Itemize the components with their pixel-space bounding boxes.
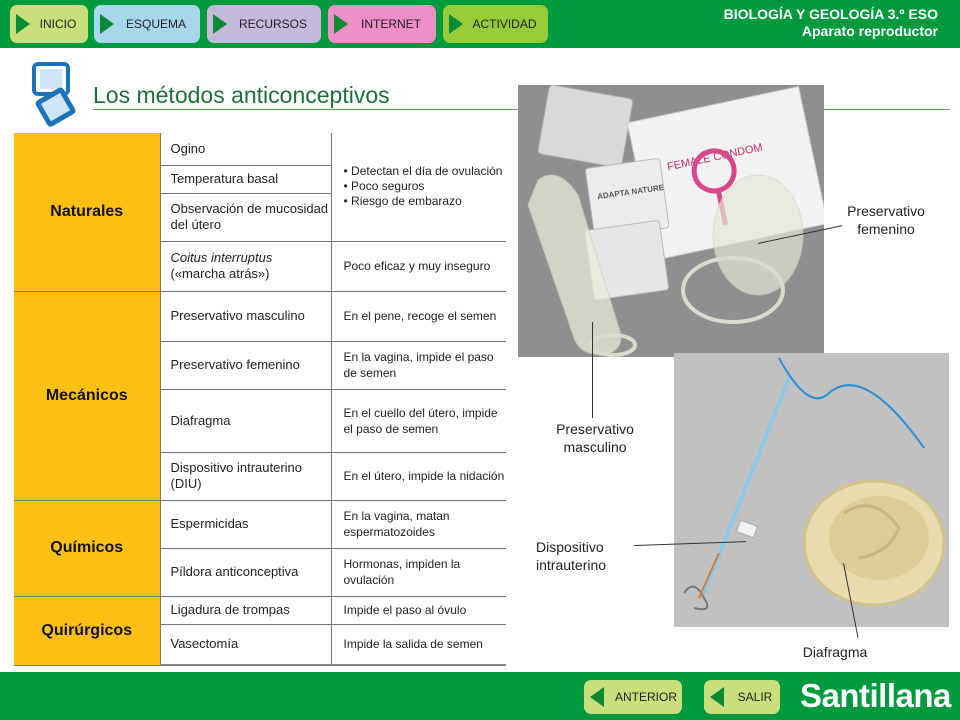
description-cell: Impide el paso al óvulo bbox=[331, 596, 506, 624]
button-label: ANTERIOR bbox=[614, 690, 677, 704]
book-heading bbox=[724, 6, 938, 40]
book-title: BIOLOGÍA Y GEOLOGÍA 3.º ESO bbox=[723, 6, 938, 22]
category-mecanicos: Mecánicos bbox=[14, 291, 160, 500]
description-cell: En el útero, impide la nidación bbox=[331, 452, 506, 500]
play-icon bbox=[213, 14, 227, 34]
method-cell: Preservativo masculino bbox=[160, 291, 331, 341]
bullet-text: Riesgo de embarazo bbox=[351, 194, 462, 209]
label-diaphragm: Diafragma bbox=[802, 644, 868, 660]
packet-text: ADAPTA NATURE bbox=[596, 182, 665, 202]
label-iud: Dispositivo intrauterino bbox=[536, 539, 607, 573]
nav-label: INTERNET bbox=[361, 17, 421, 31]
page-title: Los métodos anticonceptivos bbox=[93, 82, 390, 108]
method-cell bbox=[160, 241, 331, 291]
category-quirurgicos: Quirúrgicos bbox=[14, 596, 160, 665]
salir-button[interactable] bbox=[704, 680, 780, 714]
label-male-condom: Preservativo masculino bbox=[556, 421, 634, 455]
description-cell: En la vagina, impide el paso de semen bbox=[331, 341, 506, 389]
description-cell: En el pene, recoge el semen bbox=[331, 291, 506, 341]
description-cell: Impide la salida de semen bbox=[331, 624, 506, 665]
nav-label: ACTIVIDAD bbox=[472, 17, 537, 31]
nav-label: RECURSOS bbox=[238, 17, 307, 31]
category-quimicos: Químicos bbox=[14, 500, 160, 596]
condoms-illustration bbox=[518, 85, 824, 357]
play-icon bbox=[100, 14, 114, 34]
description-cell: Hormonas, impiden la ovulación bbox=[331, 548, 506, 596]
iud-diaphragm-illustration bbox=[674, 353, 949, 627]
nav-recursos-button[interactable] bbox=[207, 5, 321, 43]
back-arrow-icon bbox=[710, 687, 724, 707]
method-cell: Diafragma bbox=[160, 389, 331, 452]
method-cell: Preservativo femenino bbox=[160, 341, 331, 389]
slides-icon bbox=[30, 60, 82, 128]
method-cell: Observación de mucosidad del útero bbox=[160, 193, 331, 241]
nav-label: INICIO bbox=[39, 17, 77, 31]
nav-esquema-button[interactable] bbox=[94, 5, 200, 43]
method-cell: Ogino bbox=[160, 133, 331, 165]
condoms-photo bbox=[518, 85, 824, 357]
method-italic-text: Coitus interruptus bbox=[170, 250, 273, 265]
package-text: FEMALE CONDOM bbox=[666, 141, 764, 174]
method-cell: Píldora anticonceptiva bbox=[160, 548, 331, 596]
description-cell: En la vagina, matan espermatozoides bbox=[331, 500, 506, 548]
play-icon bbox=[334, 14, 348, 34]
anterior-button[interactable] bbox=[584, 680, 682, 714]
label-female-condom: Preservativo femenino bbox=[847, 203, 925, 237]
list-item: • Poco seguros bbox=[343, 179, 425, 194]
bullet-text: Detectan el día de ovulación bbox=[351, 164, 503, 179]
play-icon bbox=[16, 14, 30, 34]
contraceptive-methods-table bbox=[14, 133, 506, 666]
method-cell: Temperatura basal bbox=[160, 165, 331, 193]
description-cell: Poco eficaz y muy inseguro bbox=[331, 241, 506, 291]
natural-bullet-list bbox=[344, 164, 507, 209]
back-arrow-icon bbox=[590, 687, 604, 707]
play-icon bbox=[449, 14, 463, 34]
book-subtitle: Aparato reproductor bbox=[801, 23, 938, 39]
nav-label: ESQUEMA bbox=[125, 17, 186, 31]
method-cell: Dispositivo intrauterino (DIU) bbox=[160, 452, 331, 500]
method-cell: Vasectomía bbox=[160, 624, 331, 665]
leader-line bbox=[592, 322, 593, 418]
method-subtext: («marcha atrás») bbox=[170, 266, 270, 281]
list-item: • Riesgo de embarazo bbox=[343, 194, 462, 209]
bullet-text: Poco seguros bbox=[351, 179, 425, 194]
button-label: SALIR bbox=[737, 690, 773, 704]
brand-logo: Santillana bbox=[800, 677, 951, 714]
natural-bullets-cell bbox=[331, 133, 506, 241]
iud-diaphragm-photo bbox=[674, 353, 949, 627]
nav-inicio-button[interactable] bbox=[10, 5, 88, 43]
nav-actividad-button[interactable] bbox=[443, 5, 548, 43]
description-cell: En el cuello del útero, impide el paso de semen bbox=[331, 389, 506, 452]
nav-internet-button[interactable] bbox=[328, 5, 436, 43]
list-item: • Detectan el día de ovulación bbox=[343, 164, 503, 179]
method-cell: Espermicidas bbox=[160, 500, 331, 548]
method-cell: Ligadura de trompas bbox=[160, 596, 331, 624]
category-naturales: Naturales bbox=[14, 133, 160, 291]
